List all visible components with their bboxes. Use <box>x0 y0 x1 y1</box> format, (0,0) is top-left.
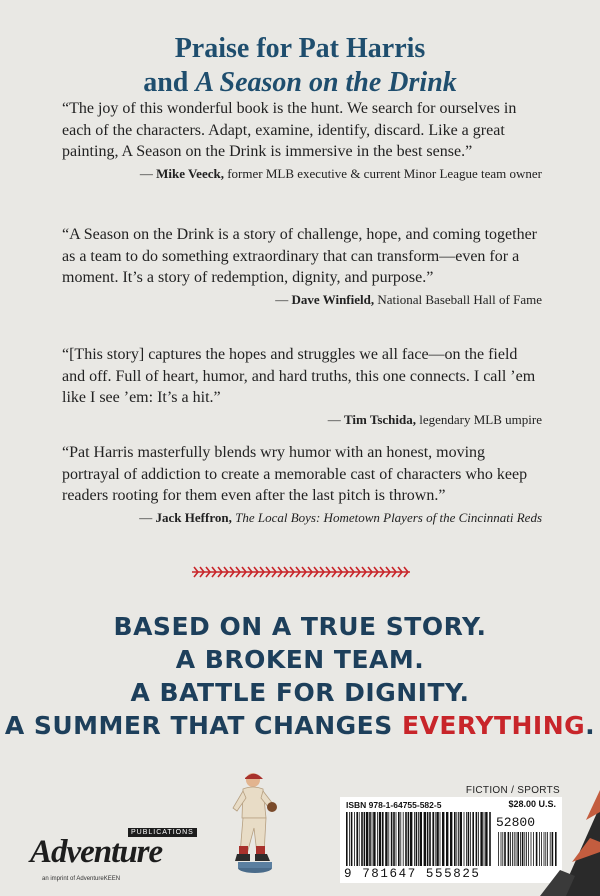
barcode-bar <box>466 812 467 866</box>
addon-bar <box>550 832 551 866</box>
quote-text: “The joy of this wonderful book is the hunt. We search for ourselves in each of the characters. Adapt, examine, identify, discard. Like a great painting, A Season on the Drink is immersive in the best sense.” <box>62 100 517 160</box>
barcode-bar <box>356 812 358 866</box>
addon-bar <box>504 832 506 866</box>
attr-role: National Baseball Hall of Fame <box>374 291 542 307</box>
addon-bar <box>536 832 538 866</box>
publisher-small-text: PUBLICATIONS <box>128 828 197 837</box>
tagline-period: . <box>585 711 596 740</box>
addon-bar <box>516 832 517 866</box>
addon-bar <box>552 832 554 866</box>
isbn-label: ISBN 978-1-64755-582-5 <box>346 800 442 810</box>
quote-attribution <box>62 165 542 183</box>
barcode-bar <box>460 812 462 866</box>
barcode-bar <box>400 812 401 866</box>
barcode-bar <box>435 812 436 866</box>
barcode-bar <box>468 812 470 866</box>
quote-winfield <box>62 224 542 309</box>
addon-bar <box>533 832 534 866</box>
addon-bar <box>547 832 548 866</box>
quote-text: “Pat Harris masterfully blends wry humor with an honest, moving portrayal of addiction to create a memorable cast of characters who keep readers rooting for them even after the last pitch is thrown.” <box>62 444 528 504</box>
barcode-bar <box>379 812 381 866</box>
barcode-bar <box>414 812 415 866</box>
barcode-bar <box>440 812 441 866</box>
addon-bar <box>508 832 510 866</box>
barcode-bar <box>377 812 378 866</box>
tagline-line3: A BATTLE FOR DIGNITY. <box>130 678 470 707</box>
addon-bar <box>541 832 542 866</box>
barcode-bar <box>385 812 387 866</box>
barcode-bar <box>410 812 412 866</box>
barcode-bar <box>388 812 389 866</box>
barcode-bar <box>442 812 444 866</box>
barcode-box <box>340 797 562 883</box>
barcode-bar <box>418 812 419 866</box>
barcode-bar <box>369 812 371 866</box>
addon-bar <box>520 832 521 866</box>
barcode-bar <box>416 812 418 866</box>
barcode-bar <box>480 812 482 866</box>
barcode-bar <box>484 812 485 866</box>
attr-name: Mike Veeck, <box>156 165 224 181</box>
quote-attribution <box>62 291 542 309</box>
publisher-logo <box>30 828 194 888</box>
barcode-bar <box>366 812 368 866</box>
barcode-bar <box>351 812 353 866</box>
barcode-bar <box>408 812 410 866</box>
addon-bar <box>522 832 524 866</box>
barcode-bar <box>396 812 397 866</box>
addon-bar <box>544 832 545 866</box>
addon-bar <box>514 832 515 866</box>
attr-role: legendary MLB umpire <box>416 411 542 427</box>
quote-tschida <box>62 344 542 429</box>
attr-role: The Local Boys: Hometown Players of the Cincinnati Reds <box>231 509 542 525</box>
barcode-bar <box>436 812 438 866</box>
barcode-bar <box>458 812 459 866</box>
baseball-stitch-divider <box>190 564 412 580</box>
praise-heading-line2 <box>0 66 600 100</box>
isbn-digits: 9 781647 555825 <box>344 867 481 881</box>
attr-name: Jack Heffron, <box>155 509 232 525</box>
addon-bar <box>526 832 527 866</box>
barcode-bar <box>456 812 457 866</box>
barcode-bar <box>364 812 366 866</box>
barcode-bar <box>354 812 355 866</box>
praise-heading-prefix: and <box>143 67 196 98</box>
barcode-bar <box>478 812 479 866</box>
attr-dash: — <box>327 411 344 427</box>
quote-attribution <box>62 509 542 527</box>
barcode-bar <box>391 812 393 866</box>
barcode-bar <box>476 812 478 866</box>
addon-number: 52800 <box>496 815 536 830</box>
quote-text: “A Season on the Drink is a story of challenge, hope, and coming together as a team to do something extraordinary that can transform—even for a moment. It’s a story of redemption, dignity, and purpose.” <box>62 226 537 286</box>
barcode-bar <box>405 812 407 866</box>
attr-role: former MLB executive & current Minor League team owner <box>223 165 542 181</box>
category-label: FICTION / SPORTS <box>465 785 560 796</box>
baseball-player-figurine-icon <box>226 770 284 874</box>
barcode-bar <box>454 812 456 866</box>
barcode-bar <box>420 812 422 866</box>
addon-bar <box>501 832 502 866</box>
addon-bar <box>528 832 529 866</box>
barcode-bar <box>398 812 400 866</box>
quote-attribution <box>62 411 542 429</box>
publisher-imprint: an imprint of AdventureKEEN <box>42 876 121 882</box>
barcode-bar <box>424 812 426 866</box>
barcode-bar <box>472 812 474 866</box>
addon-bar <box>512 832 513 866</box>
addon-bar <box>510 832 511 866</box>
addon-bar <box>502 832 503 866</box>
tagline <box>0 610 600 742</box>
praise-heading-line1: Praise for Pat Harris <box>174 33 426 64</box>
barcode-bar <box>403 812 404 866</box>
attr-dash: — <box>275 291 292 307</box>
praise-heading <box>0 32 600 100</box>
addon-bar <box>555 832 557 866</box>
addon-bar <box>539 832 540 866</box>
addon-bar <box>531 832 532 866</box>
barcode-bar <box>349 812 350 866</box>
publisher-name: Adventure <box>30 834 163 870</box>
barcode-bar <box>359 812 360 866</box>
barcode-bar <box>450 812 452 866</box>
attr-dash: — <box>139 509 156 525</box>
barcode-bar <box>429 812 431 866</box>
tagline-line4-prefix: A SUMMER THAT CHANGES <box>4 711 402 740</box>
barcode-bar <box>393 812 395 866</box>
barcode-bar <box>373 812 375 866</box>
tagline-line4 <box>0 709 600 742</box>
attr-name: Dave Winfield, <box>291 291 375 307</box>
quote-veeck <box>62 98 542 183</box>
addon-bar <box>498 832 499 866</box>
book-title: A Season on the Drink <box>195 67 457 98</box>
barcode-bar <box>446 812 448 866</box>
barcode-bar <box>346 812 348 866</box>
attr-dash: — <box>139 165 157 181</box>
barcode-bar <box>427 812 429 866</box>
barcode-bar <box>372 812 373 866</box>
addon-bar <box>545 832 546 866</box>
tagline-line1: BASED ON A TRUE STORY. <box>113 612 487 641</box>
barcode-bar <box>485 812 487 866</box>
barcode-bar <box>361 812 363 866</box>
barcode-bar <box>382 812 384 866</box>
barcode-bar <box>489 812 491 866</box>
quote-text: “[This story] captures the hopes and struggles we all face—on the field and off. Full of heart, humor, and hard truths, this one connects. I call ’em like I see ’em: It’s a hit.” <box>62 346 536 406</box>
tagline-line2: A BROKEN TEAM. <box>175 645 425 674</box>
attr-name: Tim Tschida, <box>343 411 416 427</box>
barcode-bar <box>470 812 471 866</box>
barcode-bar <box>464 812 465 866</box>
addon-bar <box>517 832 519 866</box>
price-label: $28.00 U.S. <box>508 799 556 809</box>
barcode-bar <box>432 812 434 866</box>
addon-bar <box>524 832 525 866</box>
tagline-highlight: EVERYTHING <box>401 711 586 740</box>
quote-heffron <box>62 442 542 527</box>
